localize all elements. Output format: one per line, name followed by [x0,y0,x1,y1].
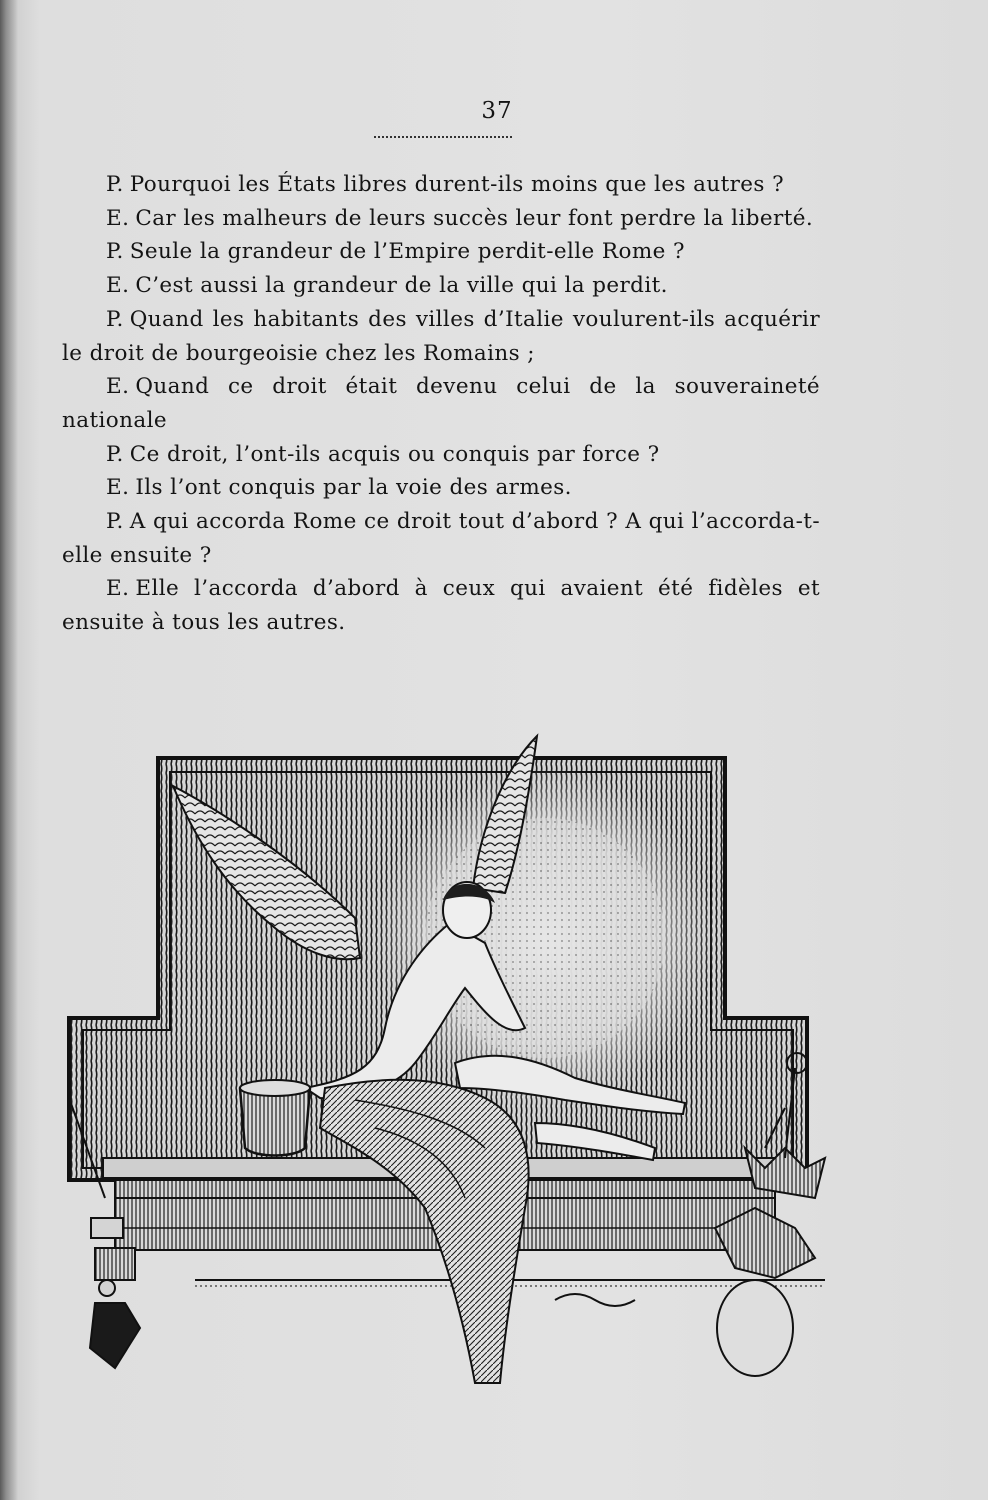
speaker-label: P. [106,509,124,535]
dialogue-line [62,168,820,202]
dialogue-line [62,235,820,269]
dialogue-line [62,370,820,437]
winged-figure-engraving-icon [55,728,855,1400]
speaker-label: E. [106,576,130,602]
line-text: Quand ce droit était devenu celui de la souveraineté nationale [62,374,820,433]
dialogue-line [62,202,820,236]
book-spine-shadow [0,0,18,1500]
speaker-label: E. [106,374,130,400]
dialogue-line [62,303,820,370]
dialogue-line [62,505,820,572]
page-number-rule [374,136,512,138]
dialogue-text [62,168,820,640]
line-text: Pourquoi les États libres durent-ils moins que les autres ? [129,172,785,197]
dialogue-line [62,471,820,505]
line-text: A qui accorda Rome ce droit tout d’abord ? A qui l’accorda-t-elle ensuite ? [62,509,820,568]
speaker-label: E. [106,205,130,231]
line-text: Seule la grandeur de l’Empire perdit-elle Rome ? [129,239,685,265]
speaker-label: E. [106,273,130,299]
page-number: 37 [481,98,513,124]
speaker-label: P. [106,306,124,332]
line-text: Quand les habitants des villes d’Italie voulurent-ils acquérir le droit de bourgeoisie chez les Romains ; [62,306,820,366]
dialogue-line [62,572,820,639]
line-text: Elle l’accorda d’abord à ceux qui avaient été fidèles et ensuite à tous les autres. [62,576,820,636]
line-text: Ils l’ont conquis par la voie des armes. [135,475,572,501]
dialogue-line [62,269,820,303]
line-text: Car les malheurs de leurs succès leur font perdre la liberté. [135,205,814,231]
dialogue-line [62,438,820,472]
line-text: Ce droit, l’ont-ils acquis ou conquis par force ? [129,441,660,467]
speaker-label: E. [106,475,130,501]
speaker-label: P. [106,239,124,265]
speaker-label: P. [106,441,124,467]
line-text: C’est aussi la grandeur de la ville qui la perdit. [135,273,668,299]
speaker-label: P. [106,172,124,197]
